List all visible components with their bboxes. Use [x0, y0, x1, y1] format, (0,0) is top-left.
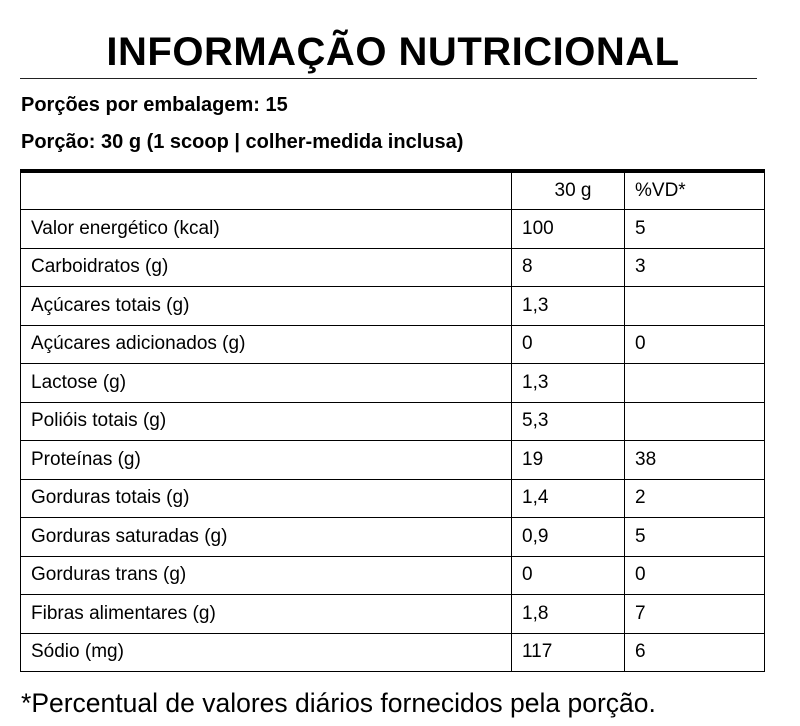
- table-row: [21, 633, 765, 672]
- nutrient-daily-value: 6: [625, 633, 765, 672]
- nutrient-name: Fibras alimentares (g): [21, 595, 512, 634]
- nutrient-amount: 19: [512, 441, 625, 480]
- nutrient-name: Proteínas (g): [21, 441, 512, 480]
- nutrient-name: Açúcares adicionados (g): [21, 325, 512, 364]
- table-row: [21, 479, 765, 518]
- nutrient-daily-value: [625, 364, 765, 403]
- nutrient-amount: 117: [512, 633, 625, 672]
- nutrient-daily-value: 5: [625, 210, 765, 249]
- header-amount: 30 g: [512, 171, 625, 210]
- table-header-row: [21, 171, 765, 210]
- nutrient-daily-value: [625, 287, 765, 326]
- nutrient-daily-value: 7: [625, 595, 765, 634]
- nutrient-amount: 0: [512, 556, 625, 595]
- table-row: [21, 518, 765, 557]
- nutrient-amount: 100: [512, 210, 625, 249]
- footnote: *Percentual de valores diários fornecidos pela porção.: [21, 688, 656, 718]
- nutrient-name: Polióis totais (g): [21, 402, 512, 441]
- nutrient-daily-value: 38: [625, 441, 765, 480]
- nutrient-daily-value: 0: [625, 325, 765, 364]
- nutrient-name: Gorduras trans (g): [21, 556, 512, 595]
- title-divider: [20, 78, 757, 79]
- servings-per-package: Porções por embalagem: 15: [21, 94, 288, 116]
- table-row: [21, 210, 765, 249]
- nutrient-name: Açúcares totais (g): [21, 287, 512, 326]
- nutrient-name: Carboidratos (g): [21, 248, 512, 287]
- nutrient-daily-value: 5: [625, 518, 765, 557]
- serving-size: Porção: 30 g (1 scoop | colher-medida inclusa): [21, 131, 464, 153]
- nutrition-table: [20, 169, 765, 672]
- nutrient-daily-value: 0: [625, 556, 765, 595]
- nutrient-daily-value: 2: [625, 479, 765, 518]
- nutrient-name: Gorduras saturadas (g): [21, 518, 512, 557]
- nutrient-name: Valor energético (kcal): [21, 210, 512, 249]
- table-row: [21, 287, 765, 326]
- nutrient-amount: 1,3: [512, 364, 625, 403]
- nutrient-amount: 0,9: [512, 518, 625, 557]
- nutrient-amount: 8: [512, 248, 625, 287]
- header-nutrient: [21, 171, 512, 210]
- nutrient-amount: 1,8: [512, 595, 625, 634]
- nutrient-name: Lactose (g): [21, 364, 512, 403]
- table-row: [21, 364, 765, 403]
- page-title: INFORMAÇÃO NUTRICIONAL: [106, 30, 680, 74]
- nutrient-amount: 1,3: [512, 287, 625, 326]
- nutrient-daily-value: 3: [625, 248, 765, 287]
- nutrient-name: Gorduras totais (g): [21, 479, 512, 518]
- table-row: [21, 325, 765, 364]
- table-row: [21, 248, 765, 287]
- nutrient-amount: 0: [512, 325, 625, 364]
- header-daily-value: %VD*: [625, 171, 765, 210]
- nutrient-amount: 1,4: [512, 479, 625, 518]
- nutrient-name: Sódio (mg): [21, 633, 512, 672]
- nutrient-amount: 5,3: [512, 402, 625, 441]
- table-row: [21, 595, 765, 634]
- nutrient-daily-value: [625, 402, 765, 441]
- table-row: [21, 402, 765, 441]
- table-row: [21, 441, 765, 480]
- table-row: [21, 556, 765, 595]
